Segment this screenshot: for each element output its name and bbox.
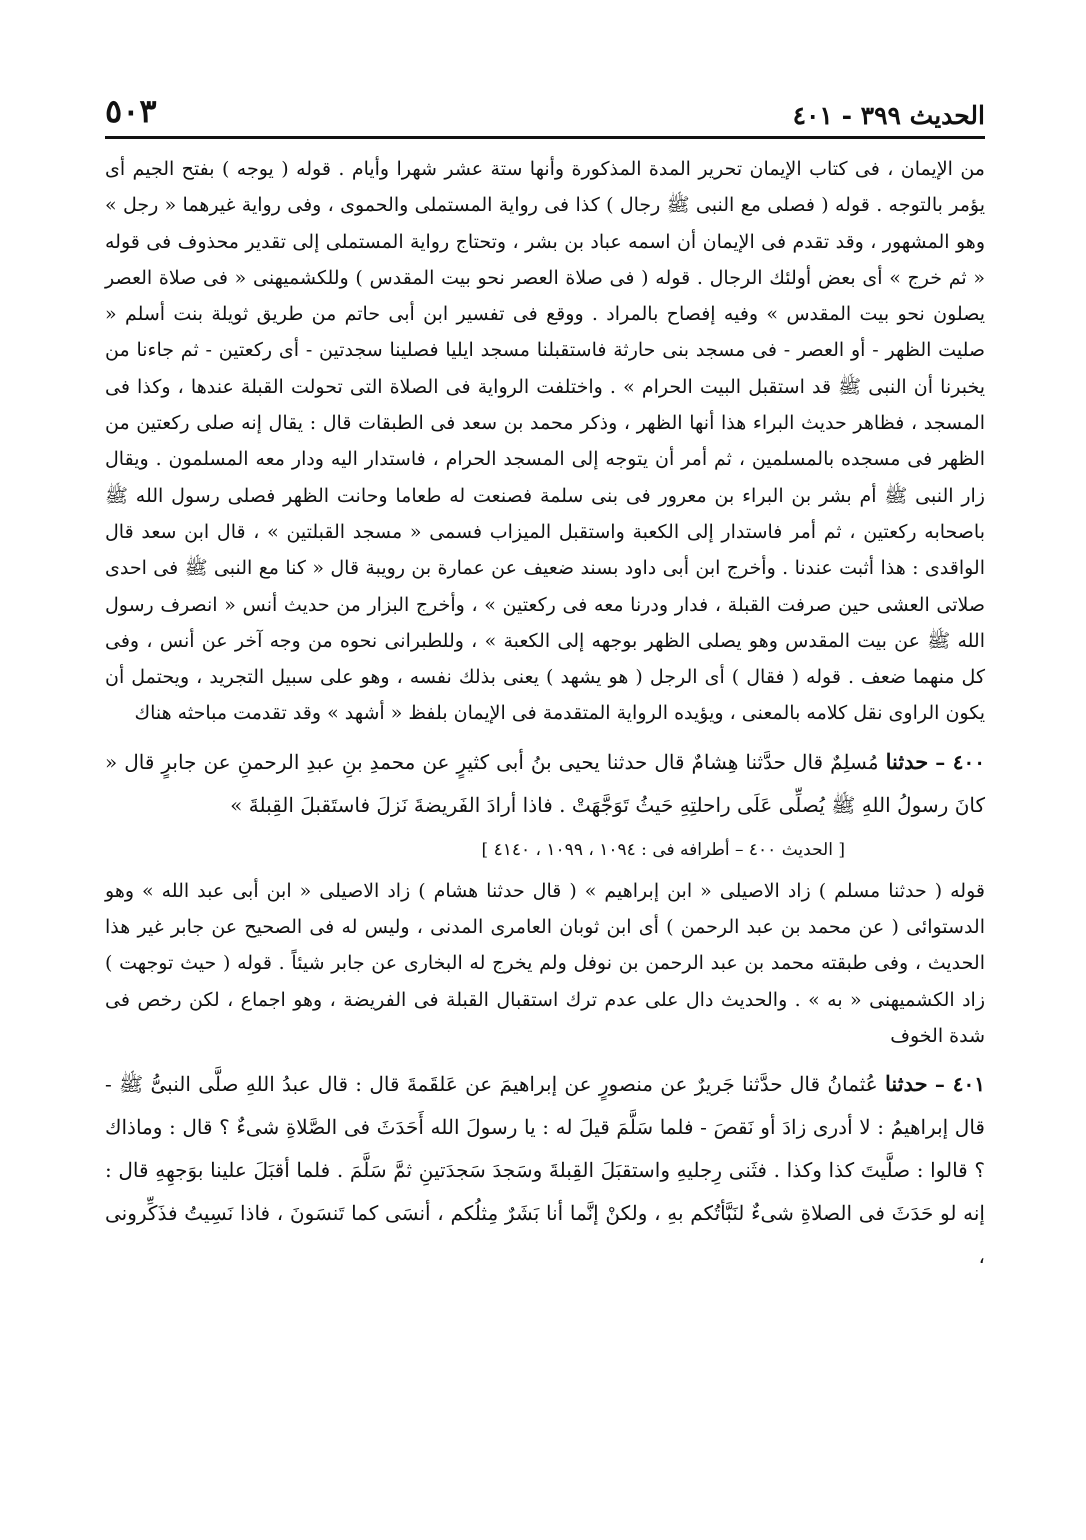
- page-header: [105, 86, 985, 130]
- hadith-text: مُسلِمٌ قال حدَّثنا هِشامٌ قال حدثنا يحيى بنُ أبى كثيرٍ عن محمدِ بنِ عبدِ الرحمنِ عن جابرٍ قال « كانَ رسولُ اللهِ ﷺ يُصلِّى عَلَى راحلتِهِ حَيثُ تَوَجَّهَتْ . فاذا أرادَ الفَريضةَ نَزلَ فاستَقبلَ القِبلةَ »: [105, 749, 985, 817]
- page: [105, 86, 985, 1278]
- hadith-label: حدثنا: [884, 1071, 928, 1097]
- hadith-label: حدثنا: [885, 748, 929, 774]
- hadith-400: [105, 740, 985, 827]
- page-number: ٥٠٣: [105, 92, 157, 130]
- hadith-text: عُثمانُ قال حدَّثنا جَريرٌ عن منصورٍ عن إبراهيمَ عن عَلقَمةَ قال : قال عبدُ اللهِ صلَّى النبىُّ ﷺ - قال إبراهيمُ : لا أدرى زادَ أو نَقصَ - فلما سَلَّمَ قيلَ له : يا رسولَ الله أَحَدَثَ فى الصَّلاةِ شىءٌ ؟ قال : وماذاك ؟ قالوا : صلَّيتَ كذا وكذا . فثَنى رِجليهِ واستقبَلَ القِبلةَ وسَجدَ سَجدَتينِ ثمَّ سَلَّمَ . فلما أقبَلَ علينا بوَجهِهِ قال : إنه لو حَدَثَ فى الصلاةِ شىءٌ لنَبَّأتُكم بهِ ، ولكنْ إنَّما أنا بَشَرٌ مِثلُكم ، أنسَى كما تَنسَونَ ، فاذا نَسِيتُ فذَكِّرونى ،: [105, 1072, 985, 1269]
- running-title: الحديث ٣٩٩ - ٤٠١: [792, 101, 985, 130]
- commentary-paragraph: من الإيمان ، فى كتاب الإيمان تحرير المدة المذكورة وأنها ستة عشر شهرا وأيام . قوله ( يوجه ) بفتح الجيم أى يؤمر بالتوجه . قوله ( فصلى مع النبى ﷺ رجال ) كذا فى رواية المستملى والحموى ، وفى رواية غيرهما « رجل » وهو المشهور ، وقد تقدم فى الإيمان أن اسمه عباد بن بشر ، وتحتاج رواية المستملى إلى تقدير محذوف فى قوله « ثم خرج » أى بعض أولئك الرجال . قوله ( فى صلاة العصر نحو بيت المقدس ) وللكشميهنى « فى صلاة العصر يصلون نحو بيت المقدس » وفيه إفصاح بالمراد . ووقع فى تفسير ابن أبى حاتم من طريق ثويلة بنت أسلم « صليت الظهر - أو العصر - فى مسجد بنى حارثة فاستقبلنا مسجد ايليا فصلينا سجدتين - أى ركعتين - ثم جاءنا من يخبرنا أن النبى ﷺ قد استقبل البيت الحرام » . واختلفت الرواية فى الصلاة التى تحولت القبلة عندها ، وكذا فى المسجد ، فظاهر حديث البراء هذا أنها الظهر ، وذكر محمد بن سعد فى الطبقات قال : يقال إنه صلى ركعتين من الظهر فى مسجده بالمسلمين ، ثم أمر أن يتوجه إلى المسجد الحرام ، فاستدار اليه ودار معه المسلمون . ويقال زار النبى ﷺ أم بشر بن البراء بن معرور فى بنى سلمة فصنعت له طعاما وحانت الظهر فصلى رسول الله ﷺ باصحابه ركعتين ، ثم أمر فاستدار إلى الكعبة واستقبل الميزاب فسمى « مسجد القبلتين » ، قال ابن سعد قال الواقدى : هذا أثبت عندنا . وأخرج ابن أبى داود بسند ضعيف عن عمارة بن رويبة قال « كنا مع النبى ﷺ فى احدى صلاتى العشى حين صرفت القبلة ، فدار ودرنا معه فى ركعتين » ، وأخرج البزار من حديث أنس « انصرف رسول الله ﷺ عن بيت المقدس وهو يصلى الظهر بوجهه إلى الكعبة » ، وللطبرانى نحوه من وجه آخر عن أنس ، وفى كل منهما ضعف . قوله ( فقال ) أى الرجل ( هو يشهد ) يعنى بذلك نفسه ، وهو على سبيل التجريد ، ويحتمل أن يكون الراوى نقل كلامه بالمعنى ، ويؤيده الرواية المتقدمة فى الإيمان بلفظ « أشهد » وقد تقدمت مباحثه هناك: [105, 158, 986, 725]
- header-rule: [105, 136, 985, 139]
- commentary-paragraph-2: قوله ( حدثنا مسلم ) زاد الاصيلى « ابن إبراهيم » ( قال حدثنا هشام ) زاد الاصيلى « ابن أبى عبد الله » وهو الدستوائى ( عن محمد بن عبد الرحمن ) أى ابن ثوبان العامرى المدنى ، وليس له فى الصحيح عن جابر غير هذا الحديث ، وفى طبقته محمد بن عبد الرحمن بن نوفل ولم يخرج له البخارى عن جابر شيئاً . قوله ( حيث توجهت ) زاد الكشميهنى « به » . والحديث دال على عدم ترك استقبال القبلة فى الفريضة ، وهو اجماع ، لكن رخص فى شدة الخوف: [105, 879, 985, 1047]
- cross-reference: [ الحديث ٤٠٠ – أطرافه فى : ١٠٩٤ ، ١٠٩٩ ، ٤١٤٠ ]: [481, 839, 845, 860]
- hadith-number: ٤٠٠ –: [935, 749, 986, 774]
- hadith-401: [105, 1062, 985, 1278]
- hadith-number: ٤٠١ –: [934, 1072, 985, 1097]
